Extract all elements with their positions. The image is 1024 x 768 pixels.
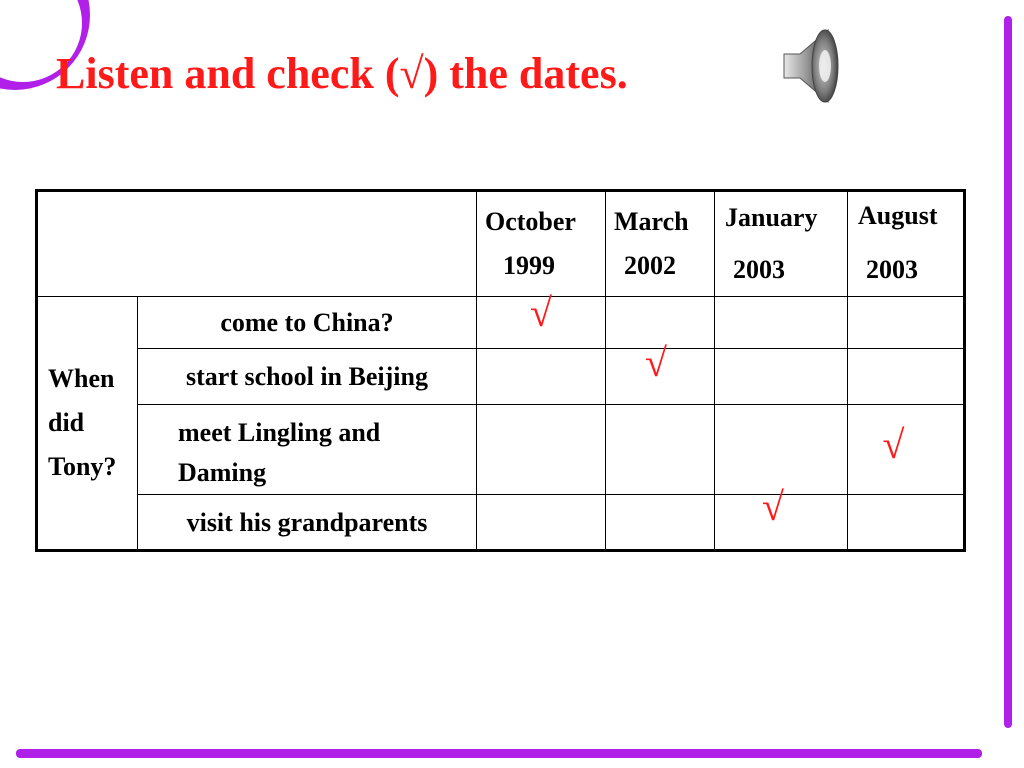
answer-cell <box>715 405 848 495</box>
side-label-cell <box>37 297 138 551</box>
slide-title: Listen and check (√) the dates. <box>56 49 628 98</box>
column-header-october-1999 <box>477 191 606 297</box>
check-mark: √ <box>645 340 667 385</box>
answer-cell <box>848 495 965 551</box>
answer-cell <box>477 290 606 349</box>
column-year: 2002 <box>624 251 676 280</box>
column-header-january-2003 <box>715 191 848 297</box>
table-row <box>37 297 965 349</box>
speaker-icon[interactable] <box>778 24 842 108</box>
header-blank-cell <box>37 191 477 297</box>
table-row <box>37 349 965 405</box>
column-year: 2003 <box>733 255 785 284</box>
column-month: October <box>485 207 576 236</box>
answer-cell <box>848 297 965 349</box>
column-year: 1999 <box>503 251 555 280</box>
column-year: 2003 <box>866 255 918 284</box>
side-label-line: Tony? <box>48 452 117 482</box>
header-row <box>37 191 965 297</box>
bottom-frame-bar <box>16 749 982 758</box>
activity-label-line: meet Lingling and <box>178 418 381 447</box>
activity-label: start school in Beijing <box>138 349 477 405</box>
check-mark: √ <box>762 484 784 529</box>
column-month: January <box>725 203 818 232</box>
activity-label-line: Daming <box>178 458 267 488</box>
side-label-line: did <box>48 407 85 437</box>
answer-cell <box>477 495 606 551</box>
side-label-line: When <box>48 363 115 393</box>
activity-label: come to China? <box>138 297 477 349</box>
check-mark: √ <box>530 290 552 335</box>
column-month: August <box>858 201 938 230</box>
answer-cell <box>606 340 715 405</box>
answer-cell <box>606 405 715 495</box>
column-header-march-2002 <box>606 191 715 297</box>
answer-cell <box>715 484 848 551</box>
answer-cell <box>848 405 965 495</box>
right-frame-bar <box>1004 16 1012 728</box>
answer-cell <box>715 349 848 405</box>
dates-table <box>35 189 966 552</box>
answer-cell <box>715 297 848 349</box>
table-row <box>37 495 965 551</box>
activity-label: visit his grandparents <box>138 495 477 551</box>
answer-cell <box>477 349 606 405</box>
table-row <box>37 405 965 495</box>
activity-label <box>138 405 477 495</box>
column-header-august-2003 <box>848 191 965 297</box>
answer-cell <box>606 495 715 551</box>
column-month: March <box>614 207 689 236</box>
answer-cell <box>477 405 606 495</box>
answer-cell <box>848 349 965 405</box>
check-mark: √ <box>882 422 905 467</box>
